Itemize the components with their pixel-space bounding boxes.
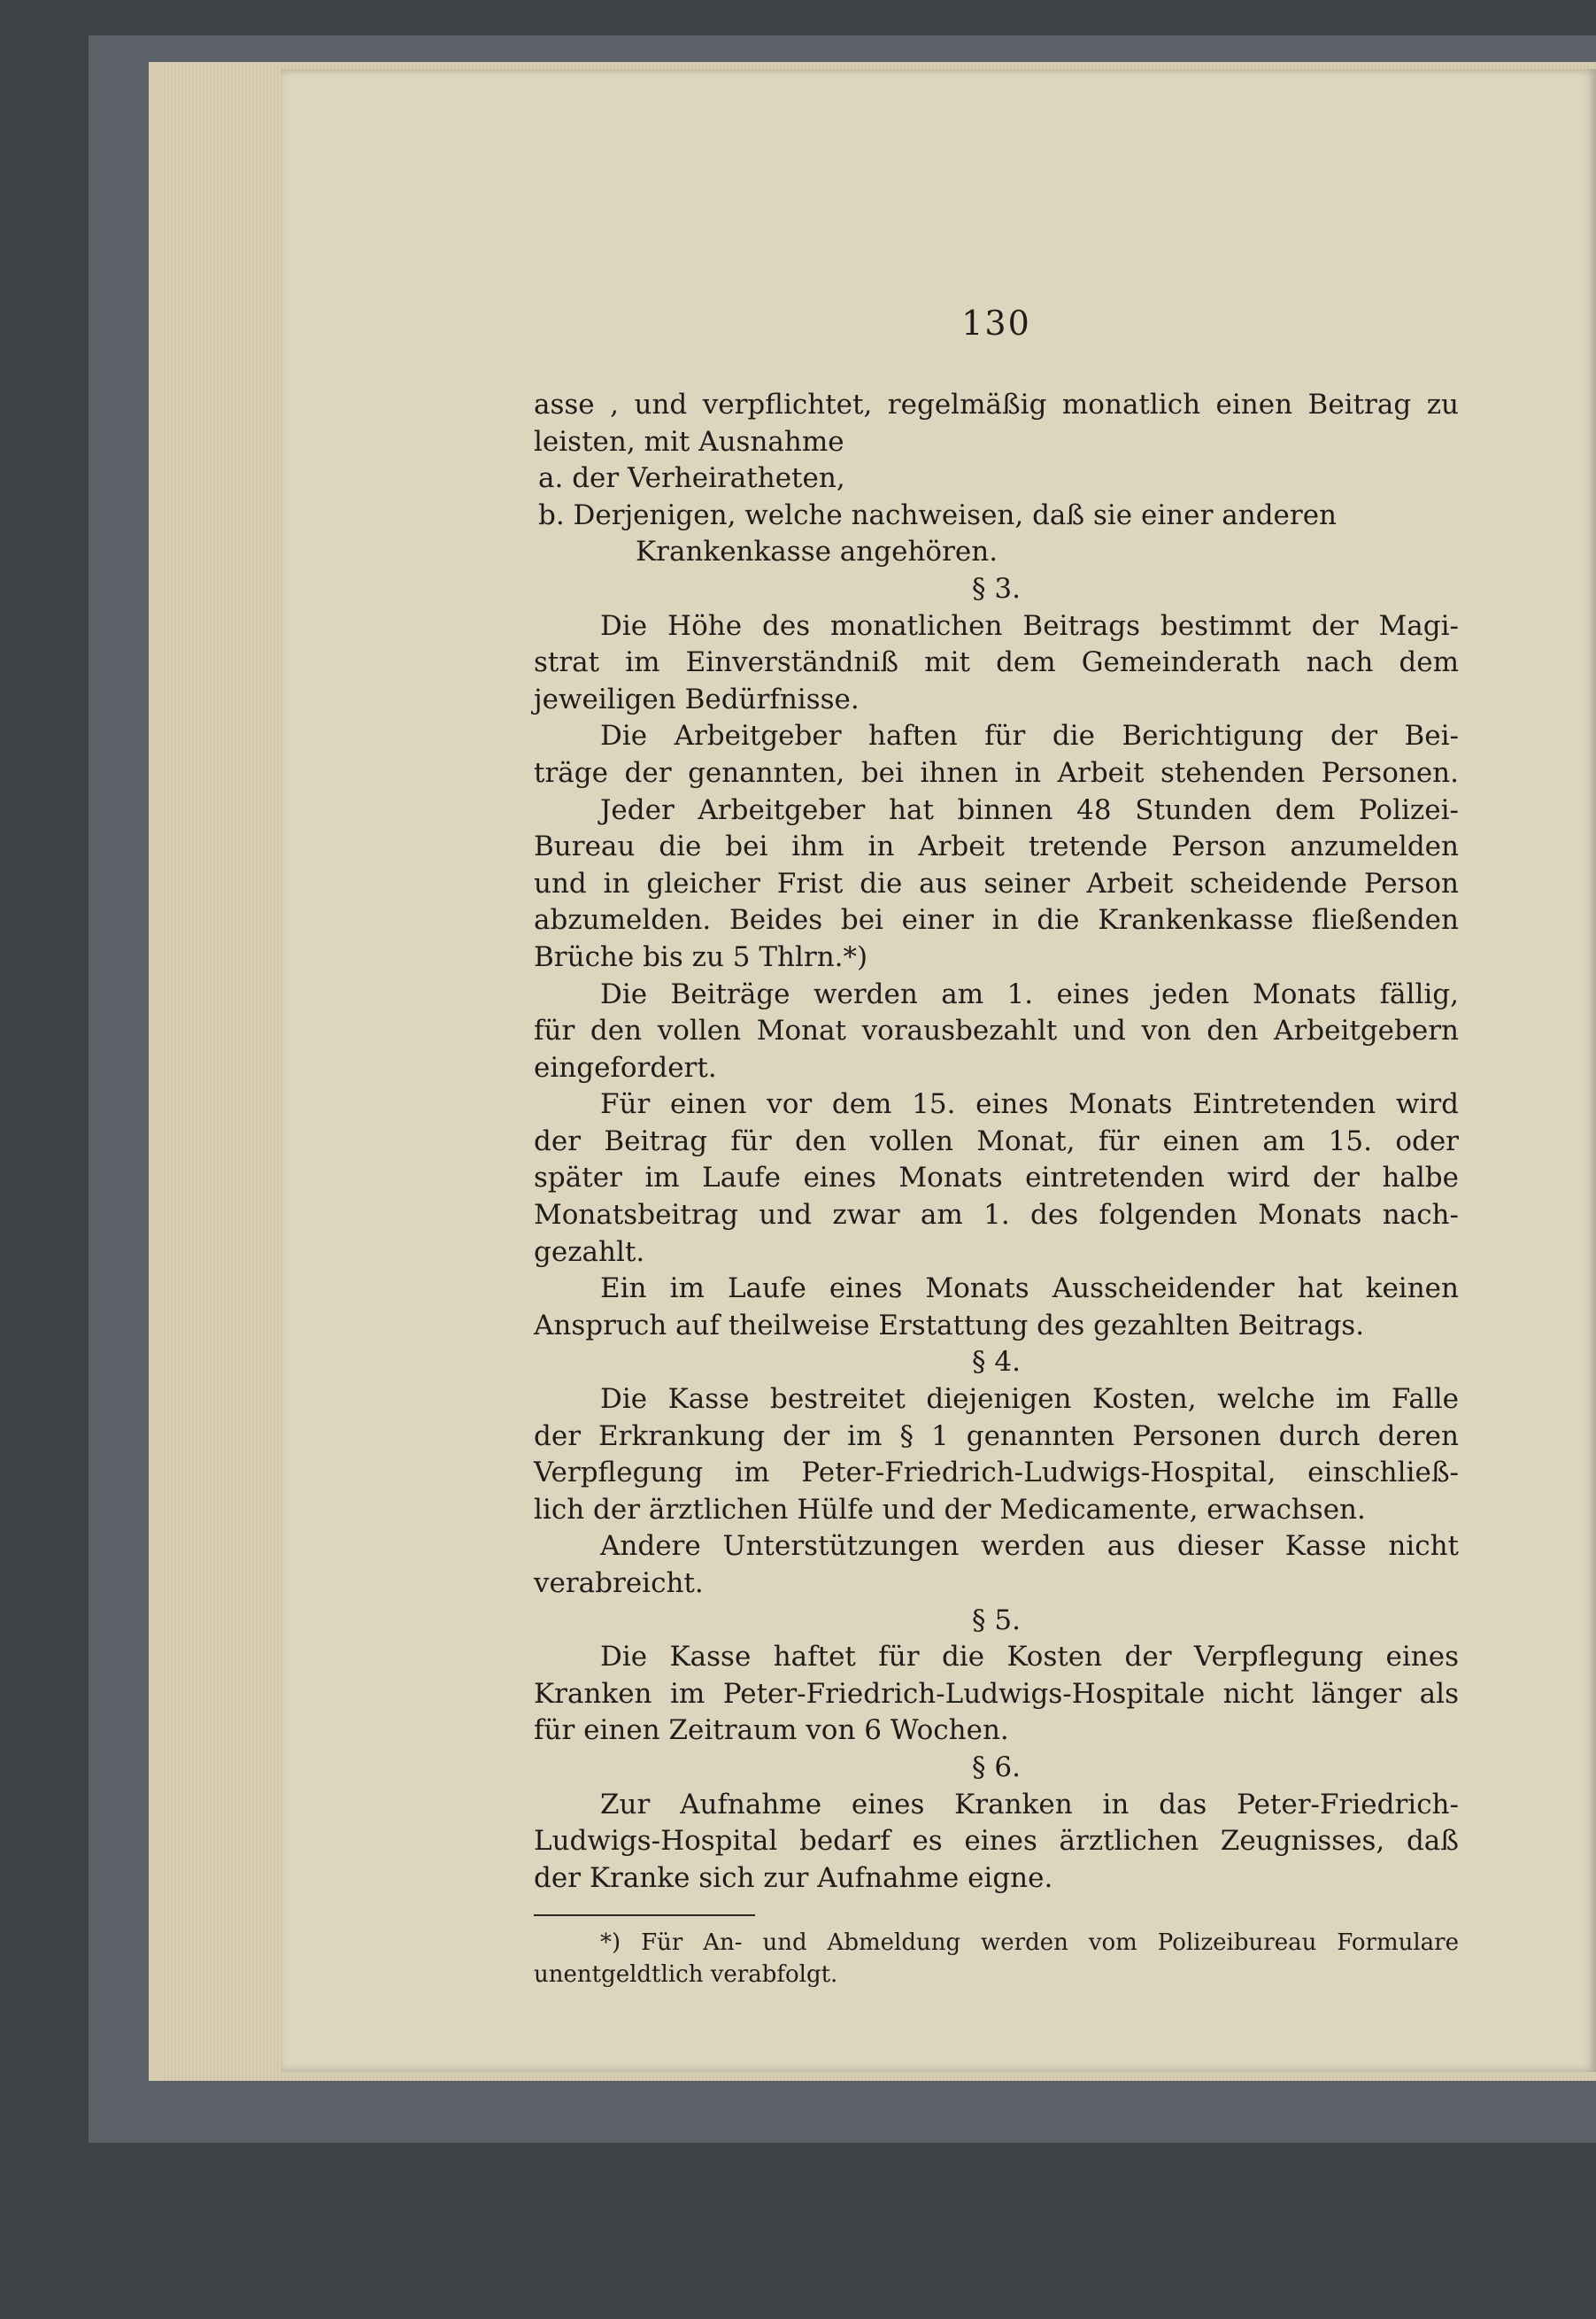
page-number: 130 [961,304,1031,343]
text-line: später im Laufe eines Monats eintretenden wird der halbe [534,1162,1459,1194]
text-line: Krankenkasse angehören. [636,536,998,568]
text-line: träge der genannten, bei ihnen in Arbeit stehenden Personen. [534,756,1459,789]
text-line: Brüche bis zu 5 Thlrn.*) [534,940,868,973]
book-page [281,69,1596,2072]
text-line: eingefordert. [534,1051,717,1084]
text-line: Anspruch auf theilweise Erstattung des gezahlten Beitrags. [534,1309,1365,1341]
text-line: Ludwigs-Hospital bedarf es eines ärztlichen Zeugnisses, daß [534,1825,1459,1858]
text-line: Die Beiträge werden am 1. eines jeden Monats fällig, [600,978,1459,1010]
text-line: b. Derjenigen, welche nachweisen, daß sie einer anderen [538,499,1338,531]
text-line: lich der ärztlichen Hülfe und der Medicamente, erwachsen. [534,1493,1366,1526]
footnote-line: unentgeldtlich verabfolgt. [534,1961,838,1989]
text-line: verabreicht. [534,1567,704,1599]
text-line: Zur Aufnahme eines Kranken in das Peter-Friedrich- [600,1788,1459,1820]
text-line: Die Kasse bestreitet diejenigen Kosten, welche im Falle [600,1383,1459,1416]
text-line: Verpflegung im Peter-Friedrich-Ludwigs-Hospital, einschließ- [534,1457,1459,1489]
text-line: Die Kasse haftet für die Kosten der Verpflegung eines [600,1641,1459,1674]
text-line: asse , und verpflichtet, regelmäßig monatlich einen Beitrag zu [534,389,1459,421]
text-line: Kranken im Peter-Friedrich-Ludwigs-Hospitale nicht länger als [534,1677,1459,1710]
text-line: Andere Unterstützungen werden aus dieser Kasse nicht [600,1530,1459,1563]
text-line: Die Arbeitgeber haften für die Berichtigung der Bei- [600,720,1459,753]
body-text [534,387,1459,1897]
section-heading: § 6. [972,1751,1021,1783]
text-line: Bureau die bei ihm in Arbeit tretende Person anzumelden [534,831,1459,863]
text-line: strat im Einverständniß mit dem Gemeinderath nach dem [534,646,1459,679]
text-line: jeweiligen Bedürfnisse. [534,683,860,715]
text-line: für einen Zeitraum von 6 Wochen. [534,1714,1009,1747]
text-line: und in gleicher Frist die aus seiner Arbeit scheidende Person [534,867,1459,900]
section-heading: § 5. [972,1604,1021,1636]
text-line: gezahlt. [534,1235,645,1268]
footnote [534,1927,1459,1990]
text-area [534,304,1459,1990]
text-line: Monatsbeitrag und zwar am 1. des folgenden Monats nach- [534,1199,1459,1232]
text-line: der Beitrag für den vollen Monat, für einen am 15. oder [534,1125,1459,1157]
text-line: der Erkrankung der im § 1 genannten Personen durch deren [534,1419,1459,1452]
footnote-line: *) Für An- und Abmeldung werden vom Polizeibureau Formulare [600,1929,1459,1957]
cover-edge [149,62,163,2081]
footnote-rule [534,1914,755,1916]
text-line: der Kranke sich zur Aufnahme eigne. [534,1861,1053,1894]
text-line: Für einen vor dem 15. eines Monats Eintretenden wird [600,1088,1459,1121]
text-line: a. der Verheiratheten, [538,462,845,495]
text-line: Jeder Arbeitgeber hat binnen 48 Stunden dem Polizei- [600,793,1459,826]
section-heading: § 3. [972,572,1021,605]
section-heading: § 4. [972,1346,1021,1379]
text-line: abzumelden. Beides bei einer in die Krankenkasse fließenden [534,904,1459,937]
text-line: Die Höhe des monatlichen Beitrags bestimmt der Magi- [600,609,1459,642]
text-line: Ein im Laufe eines Monats Ausscheidender hat keinen [600,1272,1459,1305]
text-line: leisten, mit Ausnahme [534,425,844,458]
text-line: für den vollen Monat vorausbezahlt und von den Arbeitgebern [534,1015,1459,1047]
